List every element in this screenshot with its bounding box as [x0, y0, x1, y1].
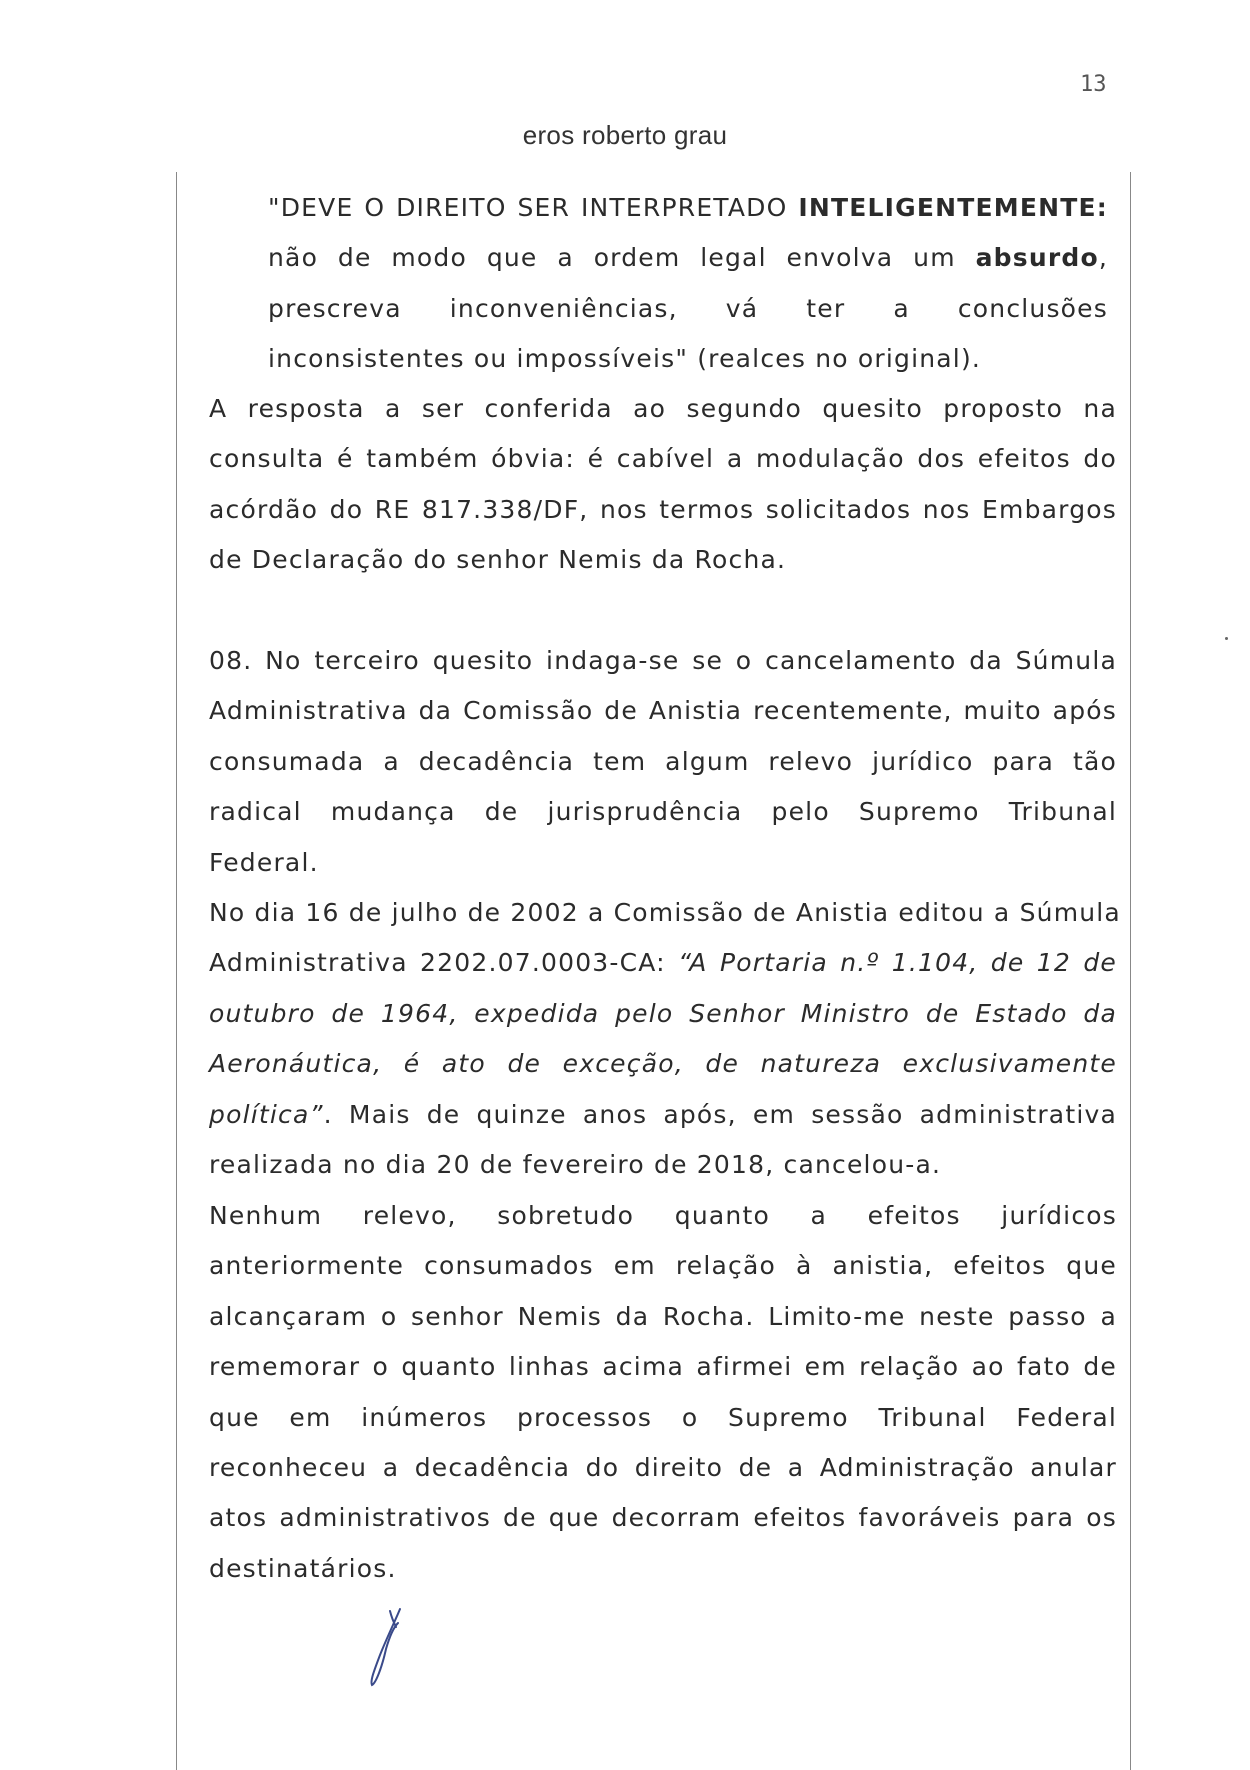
- quote-line: prescreva inconveniências, vá ter a conclusões: [268, 293, 1108, 323]
- text-line: radical mudança de jurisprudência pelo Supremo Tribunal: [209, 797, 1117, 827]
- page-number: 13: [1080, 72, 1107, 97]
- left-margin-line: [176, 172, 177, 1770]
- text-line: realizada no dia 20 de fevereiro de 2018, cancelou-a.: [209, 1149, 942, 1179]
- text-line: A resposta a ser conferida ao segundo quesito proposto na: [209, 394, 1117, 423]
- quote-block: [268, 183, 1108, 385]
- text-line: reconheceu a decadência do direito de a Administração anular: [209, 1452, 1117, 1482]
- header-author: eros roberto grau: [522, 120, 728, 150]
- text-line: rememorar o quanto linhas acima afirmei em relação ao fato de: [209, 1352, 1117, 1382]
- text-line: destinatários.: [209, 1553, 397, 1583]
- text-line: política”. Mais de quinze anos após, em sessão administrativa: [209, 1099, 1117, 1129]
- text-line: Federal.: [209, 847, 319, 877]
- quote-line: "DEVE O DIREITO SER INTERPRETADO INTELIGENTEMENTE:: [268, 193, 1108, 222]
- text-line: alcançaram o senhor Nemis da Rocha. Limito-me neste passo a: [209, 1301, 1117, 1331]
- text-line: Administrativa da Comissão de Anistia recentemente, muito após: [209, 696, 1117, 726]
- text-line: anteriormente consumados em relação à anistia, efeitos que: [209, 1251, 1117, 1281]
- text-line: que em inúmeros processos o Supremo Tribunal Federal: [209, 1402, 1117, 1432]
- text-line: No dia 16 de julho de 2002 a Comissão de Anistia editou a Súmula: [209, 898, 1121, 927]
- paragraph-sumula: [209, 888, 1121, 1190]
- text-line: 08. No terceiro quesito indaga-se se o cancelamento da Súmula: [209, 646, 1117, 675]
- text-line: acórdão do RE 817.338/DF, nos termos solicitados nos Embargos: [209, 494, 1117, 524]
- text-line: consulta é também óbvia: é cabível a modulação dos efeitos do: [209, 444, 1117, 474]
- text-line: Aeronáutica, é ato de exceção, de natureza exclusivamente: [209, 1049, 1117, 1079]
- text-line: atos administrativos de que decorram efeitos favoráveis para os: [209, 1503, 1117, 1533]
- text-line: outubro de 1964, expedida pelo Senhor Ministro de Estado da: [209, 998, 1117, 1028]
- paragraph-answer-second-question: [209, 384, 1117, 586]
- right-margin-line: [1130, 172, 1131, 1770]
- text-line: consumada a decadência tem algum relevo jurídico para tão: [209, 746, 1117, 776]
- paragraph-nenhum-relevo: [209, 1191, 1117, 1594]
- text-line: Nenhum relevo, sobretudo quanto a efeitos jurídicos: [209, 1201, 1117, 1230]
- quote-line: inconsistentes ou impossíveis" (realces no original).: [268, 344, 982, 374]
- text-line: Administrativa 2202.07.0003-CA: “A Portaria n.º 1.104, de 12 de: [209, 948, 1118, 978]
- quote-line: não de modo que a ordem legal envolva um absurdo,: [268, 243, 1108, 273]
- paragraph-item-08: [209, 636, 1117, 888]
- handwritten-initial-signature: [360, 1605, 420, 1690]
- text-line: de Declaração do senhor Nemis da Rocha.: [209, 545, 787, 575]
- scan-speck: [1225, 637, 1228, 640]
